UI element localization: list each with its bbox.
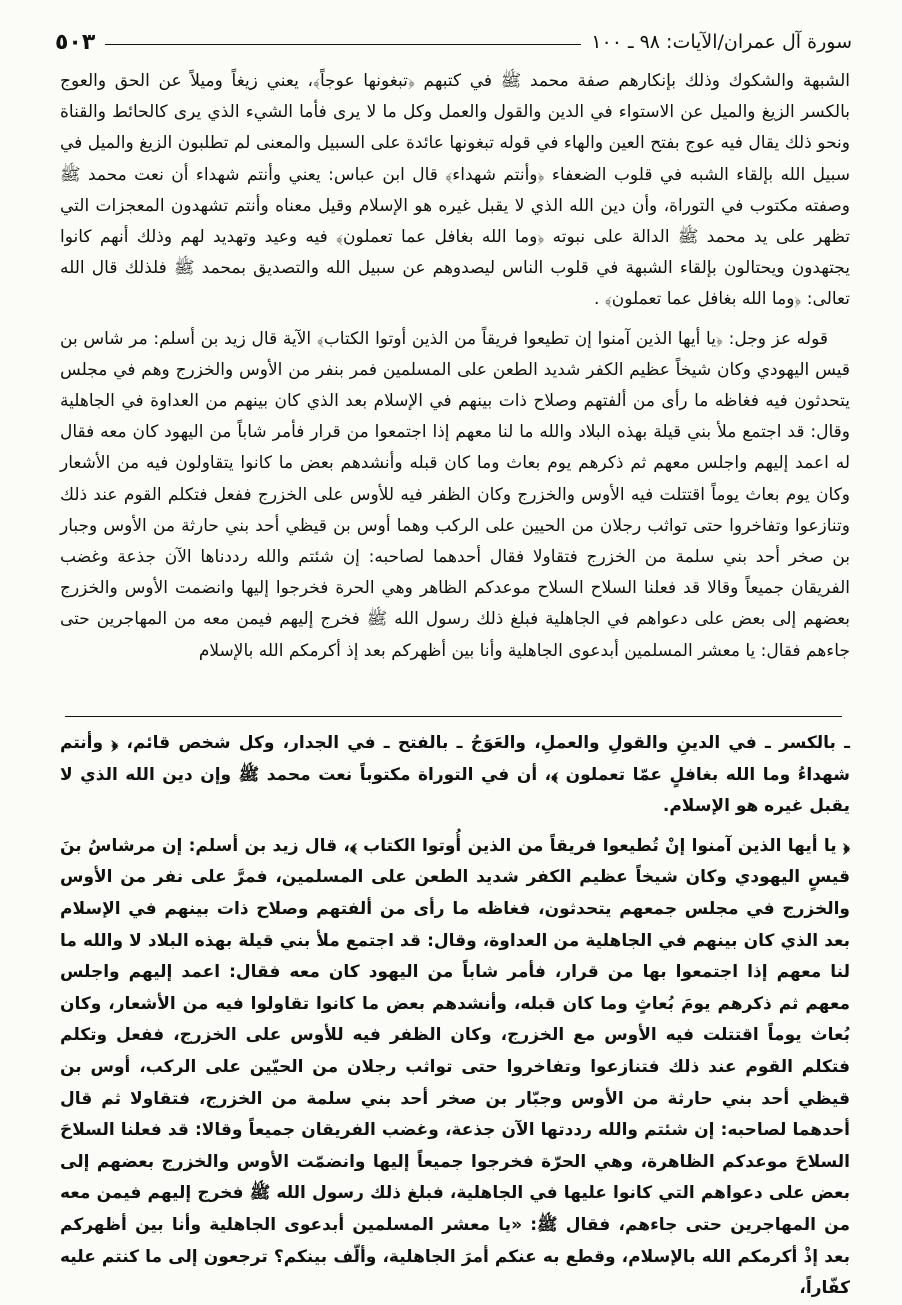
main-paragraph-1: الشبهة والشكوك وذلك بإنكارهم صفة محمد ﷺ في كتبهم ﴿تبغونها عوجاً﴾، يعني زيغاً وميلاً عن الحق والعوج بالكسر الزيغ والميل عن الاستواء في الدين والقول والعمل وكل ما لا يرى فأما الشيء الذي يرى كالحائط والقناة ونحو ذلك يقال فيه عوج بفتح العين والهاء في قوله تبغونها عائدة على السبيل والمعنى لم تطلبون الزيغ والميل في سبيل الله بإلقاء الشبه في قلوب الضعفاء ﴿وأنتم شهداء﴾ قال ابن عباس: يعني وأنتم شهداء أن نعت محمد ﷺ وصفته مكتوب في التوراة، وأن دين الله الذي لا يقبل غيره هو الإسلام وقيل معناه وأنتم تشهدون المعجزات التي تظهر على يد محمد ﷺ الدالة على نبوته ﴿وما الله بغافل عما تعملون﴾ فيه وعيد وتهديد لهم وذلك أنهم كانوا يجتهدون ويحتالون بإلقاء الشبهة في قلوب الناس ليصدوهم عن سبيل الله والتصديق بمحمد ﷺ فلذلك قال الله تعالى: ﴿وما الله بغافل عما تعملون﴾ . (60, 71, 850, 310)
footnote-paragraph-1: ـ بالكسر ـ في الدينِ والقولِ والعملِ، والعَوَجُ ـ بالفتح ـ في الجدار، وكل شخص قائم، ﴿ وأنتم شهداءُ وما الله بغافلٍ عمّا تعملون ﴾، أن في التوراة مكتوباً نعت محمد ﷺ وإن دين الله الذي لا يقبل غيره هو الإسلام. (60, 733, 850, 817)
footnote-divider (65, 716, 842, 717)
footnote-commentary (60, 728, 850, 1305)
main-paragraph-2: قوله عز وجل: ﴿يا أيها الذين آمنوا إن تطيعوا فريقاً من الذين أوتوا الكتاب﴾ الآية قال زيد بن أسلم: مر شاس بن قيس اليهودي وكان شيخاً عظيم الكفر شديد الطعن على المسلمين فمر بنفر من الأوس والخزرج وهم في مجلس يتحدثون فيه فغاظه ما رأى من ألفتهم وصلاح ذات بينهم في الإسلام بعد الذي كان بينهم من العداوة في الجاهلية وقال: قد اجتمع ملأ بني قيلة بهذه البلاد والله ما لنا معهم إذا اجتمعوا من قرار فأمر شاباً من اليهود كان معه فقال له اعمد إليهم واجلس معهم ثم ذكرهم يوم بعاث وما كان قبله وأنشدهم بعض ما كانوا يتقاولون فيه من الأشعار وكان يوم بعاث يوماً اقتتلت فيه الأوس والخزرج وكان الظفر فيه للأوس على الخزرج ففعل فتكلم القوم عند ذلك وتنازعوا وتفاخروا حتى تواثب رجلان من الحيين على الركب وهما أوس بن قيظي أحد بني حارثة من الأوس وجبار بن صخر أحد بني سلمة من الخزرج فتقاولا فقال أحدهما لصاحبه: إن شئتم والله رددناها الآن جذعة وغضب الفريقان جميعاً وقالا قد فعلنا السلاح السلاح موعدكم الظاهر وهي الحرة فخرجوا إليها وانضمت الأوس والخزرج بعضهم إلى بعض على دعواهم في الجاهلية فبلغ ذلك رسول الله ﷺ فخرج إليهم فيمن معه من المهاجرين حتى جاءهم فقال: يا معشر المسلمين أبدعوى الجاهلية وأنا بين أظهركم بعد إذ أكرمكم الله بالإسلام (60, 328, 850, 661)
page-header (55, 22, 852, 62)
running-title: سورة آل عمران/الآيات: ٩٨ ـ ١٠٠ (591, 31, 852, 53)
header-rule (105, 44, 581, 45)
main-commentary (60, 66, 850, 667)
footnote-paragraph-2: ﴿ يا أيها الذين آمنوا إنْ تُطيعوا فريقاً من الذين أُوتوا الكتاب ﴾، قال زيد بن أسلم: إن مرشاسُ بنَ قيسٍ اليهودي وكان شيخاً عظيم الكفر شديد الطعن على المسلمين، فمرَّ على نفر من الأوس والخزرج في مجلس جمعهم يتحدثون، فغاظه ما رأى من ألفتهم وصلاح ذات بينهم في الإسلام بعد الذي كان بينهم في الجاهلية من العداوة، وقال: قد اجتمع ملأ بني قيلة بهذه البلاد لا والله ما لنا معهم إذا اجتمعوا بها من قرار، فأمر شاباً من اليهود كان معه فقال: اعمد إليهم واجلس معهم ثم ذكرهم يومَ بُعاثٍ وما كان قبله، وأنشدهم بعض ما كانوا تقاولوا فيه من الأشعار، وكان بُعاث يوماً اقتتلت فيه الأوس مع الخزرج، وكان الظفر فيه للأوس على الخزرج، ففعل وتكلم فتكلم القوم عند ذلك فتنازعوا وتفاخروا حتى تواثب رجلان من الحيّين على الركب، أوس بن قيظي أحد بني حارثة من الأوس وجبّار بن صخر أحد بني سلمة من الخزرج، فتقاولا ثم قال أحدهما لصاحبه: إن شئتم والله رددتها الآن جذعة، وغضب الفريقان جميعاً وقالا: قد فعلنا السلاحَ السلاحَ موعدكم الظاهرة، وهي الحرّة فخرجوا جميعاً إليها وانضمّت الأوس والخزرج بعضهم إلى بعض على دعواهم التي كانوا عليها في الجاهلية، فبلغ ذلك رسول الله ﷺ فخرج إليهم فيمن معه من المهاجرين حتى جاءهم، فقال ﷺ: «يا معشر المسلمين أبدعوى الجاهلية وأنا بين أظهركم بعد إذْ أكرمكم الله بالإسلام، وقطع به عنكم أمرَ الجاهلية، وألّف بينكم؟ ترجعون إلى ما كنتم عليه كفّاراً، (60, 835, 850, 1299)
page-number: ٥٠٣ (55, 29, 96, 55)
